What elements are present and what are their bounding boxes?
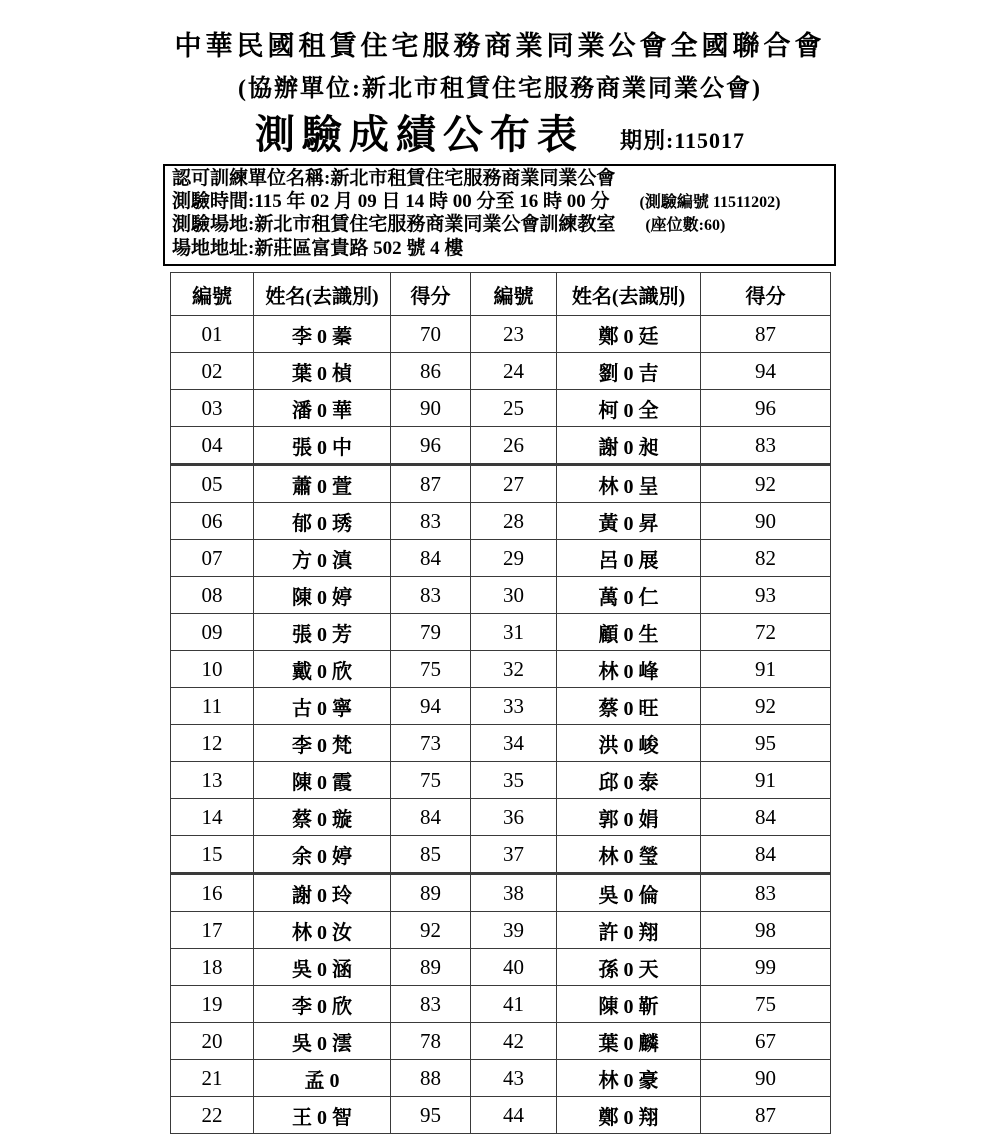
table-row	[171, 614, 831, 651]
candidate-number-right: 44	[471, 1097, 557, 1134]
candidate-number-right: 40	[471, 949, 557, 986]
candidate-number-left: 09	[171, 614, 254, 651]
table-row	[171, 1023, 831, 1060]
candidate-score-right: 87	[701, 316, 831, 353]
score-table	[170, 272, 831, 1134]
candidate-score-right: 83	[701, 874, 831, 912]
seat-count-note: (座位數:60)	[645, 217, 726, 234]
info-line-exam-venue	[172, 214, 827, 238]
info-line-venue-address	[172, 238, 827, 261]
candidate-number-right: 41	[471, 986, 557, 1023]
candidate-name-left: 李 0 蓁	[254, 316, 391, 353]
candidate-score-right: 93	[701, 577, 831, 614]
candidate-name-left: 蕭 0 萱	[254, 465, 391, 503]
candidate-name-right: 郭 0 娟	[557, 799, 701, 836]
candidate-number-left: 16	[171, 874, 254, 912]
table-row	[171, 688, 831, 725]
candidate-number-right: 23	[471, 316, 557, 353]
info-text: 場地地址:新莊區富貴路 502 號 4 樓	[172, 237, 464, 259]
candidate-score-left: 83	[391, 503, 471, 540]
candidate-number-left: 22	[171, 1097, 254, 1134]
candidate-score-left: 83	[391, 986, 471, 1023]
candidate-number-left: 02	[171, 353, 254, 390]
candidate-name-left: 潘 0 華	[254, 390, 391, 427]
candidate-score-left: 87	[391, 465, 471, 503]
period-label: 期別:115017	[619, 128, 746, 153]
candidate-score-right: 96	[701, 390, 831, 427]
co-organizer-line: (協辦單位:新北市租賃住宅服務商業同業公會)	[238, 76, 762, 102]
col-header-name-right: 姓名(去識別)	[557, 273, 701, 316]
table-row	[171, 651, 831, 688]
table-row	[171, 725, 831, 762]
candidate-number-right: 31	[471, 614, 557, 651]
candidate-name-left: 李 0 欣	[254, 986, 391, 1023]
candidate-score-right: 98	[701, 912, 831, 949]
candidate-score-right: 92	[701, 465, 831, 503]
candidate-number-right: 29	[471, 540, 557, 577]
candidate-score-right: 84	[701, 836, 831, 874]
candidate-number-right: 26	[471, 427, 557, 465]
candidate-number-right: 39	[471, 912, 557, 949]
candidate-name-right: 吳 0 倫	[557, 874, 701, 912]
candidate-name-right: 鄭 0 廷	[557, 316, 701, 353]
info-line-training-unit	[172, 168, 827, 191]
table-row	[171, 427, 831, 465]
candidate-number-right: 28	[471, 503, 557, 540]
candidate-score-right: 91	[701, 651, 831, 688]
candidate-number-right: 38	[471, 874, 557, 912]
candidate-number-left: 01	[171, 316, 254, 353]
candidate-name-right: 林 0 瑩	[557, 836, 701, 874]
candidate-number-left: 05	[171, 465, 254, 503]
candidate-name-left: 吳 0 澐	[254, 1023, 391, 1060]
candidate-score-left: 84	[391, 540, 471, 577]
candidate-number-left: 04	[171, 427, 254, 465]
candidate-number-right: 37	[471, 836, 557, 874]
table-row	[171, 986, 831, 1023]
candidate-name-left: 古 0 寧	[254, 688, 391, 725]
candidate-number-right: 27	[471, 465, 557, 503]
table-row	[171, 540, 831, 577]
candidate-number-right: 36	[471, 799, 557, 836]
info-text: 測驗時間:115 年 02 月 09 日 14 時 00 分至 16 時 00 分	[172, 190, 610, 212]
document-header	[0, 0, 1000, 160]
info-text: 認可訓練單位名稱:新北市租賃住宅服務商業同業公會	[172, 168, 616, 189]
candidate-name-right: 劉 0 吉	[557, 353, 701, 390]
candidate-name-left: 張 0 芳	[254, 614, 391, 651]
candidate-score-left: 75	[391, 651, 471, 688]
candidate-score-right: 95	[701, 725, 831, 762]
candidate-name-left: 陳 0 霞	[254, 762, 391, 799]
candidate-score-left: 78	[391, 1023, 471, 1060]
candidate-name-right: 鄭 0 翔	[557, 1097, 701, 1134]
document-title: 測驗成績公布表	[254, 112, 584, 157]
candidate-number-left: 15	[171, 836, 254, 874]
candidate-score-right: 67	[701, 1023, 831, 1060]
candidate-score-left: 83	[391, 577, 471, 614]
candidate-number-right: 32	[471, 651, 557, 688]
candidate-name-left: 謝 0 玲	[254, 874, 391, 912]
table-row	[171, 799, 831, 836]
candidate-number-left: 06	[171, 503, 254, 540]
candidate-score-left: 95	[391, 1097, 471, 1134]
candidate-score-right: 92	[701, 688, 831, 725]
candidate-number-left: 17	[171, 912, 254, 949]
table-row	[171, 577, 831, 614]
table-row	[171, 316, 831, 353]
candidate-score-right: 90	[701, 503, 831, 540]
exam-info-box	[163, 164, 836, 266]
candidate-score-right: 75	[701, 986, 831, 1023]
candidate-score-left: 84	[391, 799, 471, 836]
candidate-number-left: 21	[171, 1060, 254, 1097]
table-row	[171, 353, 831, 390]
candidate-number-left: 19	[171, 986, 254, 1023]
candidate-name-right: 邱 0 泰	[557, 762, 701, 799]
candidate-score-left: 89	[391, 874, 471, 912]
candidate-name-right: 柯 0 全	[557, 390, 701, 427]
candidate-number-right: 35	[471, 762, 557, 799]
candidate-number-left: 10	[171, 651, 254, 688]
table-row	[171, 949, 831, 986]
candidate-number-left: 14	[171, 799, 254, 836]
candidate-name-right: 陳 0 靳	[557, 986, 701, 1023]
table-row	[171, 874, 831, 912]
candidate-number-left: 13	[171, 762, 254, 799]
candidate-score-left: 73	[391, 725, 471, 762]
table-row	[171, 1097, 831, 1134]
candidate-score-right: 87	[701, 1097, 831, 1134]
candidate-name-right: 許 0 翔	[557, 912, 701, 949]
candidate-name-left: 吳 0 涵	[254, 949, 391, 986]
table-row	[171, 465, 831, 503]
candidate-number-left: 08	[171, 577, 254, 614]
candidate-name-right: 黃 0 昇	[557, 503, 701, 540]
candidate-score-right: 99	[701, 949, 831, 986]
candidate-name-right: 孫 0 天	[557, 949, 701, 986]
organization-title: 中華民國租賃住宅服務商業同業公會全國聯合會	[174, 31, 826, 61]
candidate-name-left: 郁 0 琇	[254, 503, 391, 540]
candidate-name-right: 林 0 呈	[557, 465, 701, 503]
score-table-body	[171, 316, 831, 1134]
table-row	[171, 390, 831, 427]
candidate-name-right: 萬 0 仁	[557, 577, 701, 614]
candidate-name-right: 葉 0 麟	[557, 1023, 701, 1060]
col-header-score-right: 得分	[701, 273, 831, 316]
candidate-number-right: 34	[471, 725, 557, 762]
exam-serial-note: (測驗編號 11511202)	[639, 193, 781, 211]
candidate-name-left: 張 0 中	[254, 427, 391, 465]
candidate-score-left: 85	[391, 836, 471, 874]
score-table-header	[171, 273, 831, 316]
candidate-number-right: 33	[471, 688, 557, 725]
candidate-score-right: 82	[701, 540, 831, 577]
candidate-score-left: 79	[391, 614, 471, 651]
candidate-score-right: 72	[701, 614, 831, 651]
candidate-name-left: 林 0 汝	[254, 912, 391, 949]
candidate-number-right: 30	[471, 577, 557, 614]
candidate-score-left: 75	[391, 762, 471, 799]
candidate-score-right: 83	[701, 427, 831, 465]
candidate-name-right: 洪 0 峻	[557, 725, 701, 762]
title-row	[0, 103, 1000, 160]
candidate-score-right: 94	[701, 353, 831, 390]
candidate-name-left: 孟 0	[254, 1060, 391, 1097]
candidate-score-right: 84	[701, 799, 831, 836]
candidate-number-right: 24	[471, 353, 557, 390]
candidate-score-left: 88	[391, 1060, 471, 1097]
candidate-score-left: 89	[391, 949, 471, 986]
candidate-name-right: 林 0 豪	[557, 1060, 701, 1097]
candidate-score-right: 91	[701, 762, 831, 799]
candidate-name-left: 李 0 梵	[254, 725, 391, 762]
candidate-number-right: 43	[471, 1060, 557, 1097]
candidate-name-right: 謝 0 昶	[557, 427, 701, 465]
candidate-score-left: 92	[391, 912, 471, 949]
candidate-name-left: 方 0 滇	[254, 540, 391, 577]
table-row	[171, 762, 831, 799]
candidate-score-left: 86	[391, 353, 471, 390]
col-header-score-left: 得分	[391, 273, 471, 316]
candidate-name-right: 林 0 峰	[557, 651, 701, 688]
table-row	[171, 836, 831, 874]
candidate-number-right: 42	[471, 1023, 557, 1060]
candidate-name-right: 呂 0 展	[557, 540, 701, 577]
candidate-number-left: 18	[171, 949, 254, 986]
candidate-number-left: 20	[171, 1023, 254, 1060]
candidate-name-left: 蔡 0 璇	[254, 799, 391, 836]
candidate-score-right: 90	[701, 1060, 831, 1097]
col-header-name-left: 姓名(去識別)	[254, 273, 391, 316]
table-row	[171, 503, 831, 540]
candidate-score-left: 96	[391, 427, 471, 465]
candidate-number-left: 11	[171, 688, 254, 725]
candidate-score-left: 90	[391, 390, 471, 427]
candidate-score-left: 70	[391, 316, 471, 353]
candidate-number-left: 12	[171, 725, 254, 762]
candidate-name-right: 顧 0 生	[557, 614, 701, 651]
candidate-number-left: 03	[171, 390, 254, 427]
col-header-number-left: 編號	[171, 273, 254, 316]
candidate-name-left: 王 0 智	[254, 1097, 391, 1134]
candidate-name-left: 戴 0 欣	[254, 651, 391, 688]
candidate-score-left: 94	[391, 688, 471, 725]
candidate-number-left: 07	[171, 540, 254, 577]
candidate-name-left: 陳 0 婷	[254, 577, 391, 614]
candidate-name-left: 余 0 婷	[254, 836, 391, 874]
info-line-exam-time	[172, 191, 827, 215]
col-header-number-right: 編號	[471, 273, 557, 316]
header-row	[171, 273, 831, 316]
candidate-number-right: 25	[471, 390, 557, 427]
table-row	[171, 912, 831, 949]
info-text: 測驗場地:新北市租賃住宅服務商業同業公會訓練教室	[172, 214, 616, 235]
candidate-name-right: 蔡 0 旺	[557, 688, 701, 725]
candidate-name-left: 葉 0 楨	[254, 353, 391, 390]
table-row	[171, 1060, 831, 1097]
